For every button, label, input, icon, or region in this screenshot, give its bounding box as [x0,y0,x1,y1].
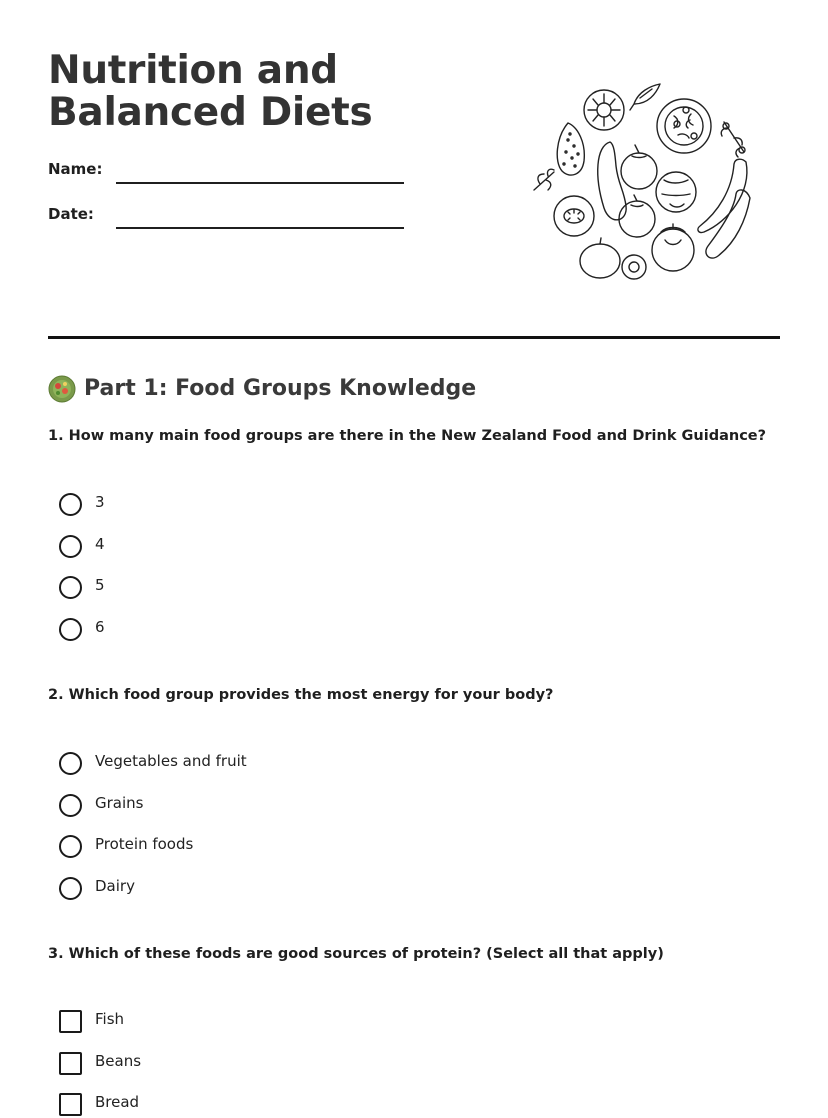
name-field [48,160,408,186]
q2-option-vegetables-fruit[interactable] [57,750,457,776]
question-2: 2. Which food group provides the most energy for your body? [48,687,554,703]
worksheet-title: Nutrition and Balanced Diets [48,48,373,135]
q3-option-beans[interactable] [57,1050,457,1076]
radio-button[interactable] [59,877,82,900]
q1-option-6[interactable] [57,616,457,642]
date-field [48,205,408,231]
option-label: Dairy [95,877,135,895]
option-label: 5 [95,576,105,594]
option-label: Bread [95,1093,140,1111]
q3-option-bread[interactable] [57,1091,457,1117]
option-label: Fish [95,1010,125,1028]
fruit-vegetables-illustration [528,80,760,285]
radio-button[interactable] [59,493,82,516]
name-label: Name: [48,160,103,178]
section-divider [48,336,780,339]
q2-option-protein-foods[interactable] [57,833,457,859]
q3-option-fish[interactable] [57,1008,457,1034]
date-input-line[interactable] [116,227,404,229]
question-1: 1. How many main food groups are there in the New Zealand Food and Drink Guidance? [48,428,767,444]
q2-option-grains[interactable] [57,792,457,818]
q1-option-3[interactable] [57,491,457,517]
option-label: Grains [95,794,144,812]
q1-option-4[interactable] [57,533,457,559]
radio-button[interactable] [59,794,82,817]
checkbox[interactable] [59,1052,82,1075]
option-label: Beans [95,1052,142,1070]
radio-button[interactable] [59,752,82,775]
option-label: 4 [95,535,105,553]
option-label: Vegetables and fruit [95,752,247,770]
checkbox[interactable] [59,1010,82,1033]
section-title: Part 1: Food Groups Knowledge [84,376,477,401]
option-label: Protein foods [95,835,194,853]
question-3: 3. Which of these foods are good sources of protein? (Select all that apply) [48,946,664,962]
option-label: 6 [95,618,105,636]
q2-option-dairy[interactable] [57,875,457,901]
salad-bowl-icon [48,375,76,403]
option-label: 3 [95,493,105,511]
q1-option-5[interactable] [57,574,457,600]
date-label: Date: [48,205,94,223]
name-input-line[interactable] [116,182,404,184]
radio-button[interactable] [59,835,82,858]
radio-button[interactable] [59,618,82,641]
radio-button[interactable] [59,576,82,599]
radio-button[interactable] [59,535,82,558]
checkbox[interactable] [59,1093,82,1116]
